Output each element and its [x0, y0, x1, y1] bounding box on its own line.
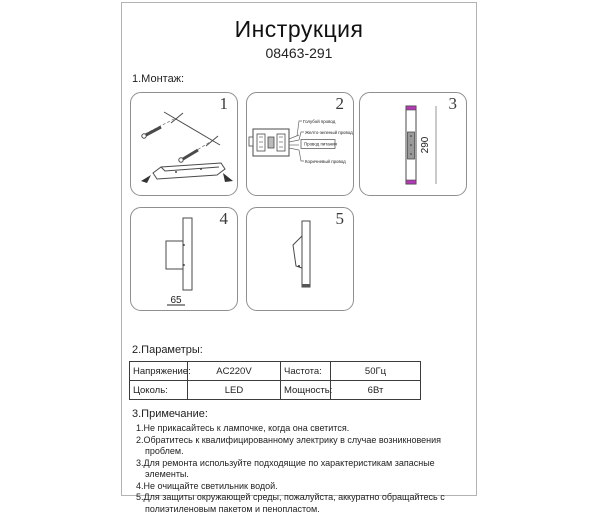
param-value-voltage: AC220V [188, 362, 281, 381]
montage-step-3-panel [359, 92, 467, 196]
lamp-bar-icon [406, 106, 416, 184]
panel-number: 5 [335, 209, 344, 228]
page-title: Инструкция [234, 16, 364, 42]
section-heading-parameters: 2.Параметры: [132, 344, 203, 356]
instruction-sheet [121, 2, 477, 514]
param-label-frequency: Частота: [281, 362, 331, 381]
section-heading-montage: 1.Монтаж: [132, 73, 185, 85]
lamp-mounted-icon [293, 221, 310, 287]
wire-label-power: Провод питания [304, 141, 337, 147]
wire-label-yellow-green: Желто-зеленый провод [305, 130, 353, 135]
param-value-power: 6Вт [331, 381, 421, 400]
param-label-voltage: Напряжение: [130, 362, 188, 381]
notes-list [136, 423, 466, 515]
param-value-socket: LED [188, 381, 281, 400]
panel-number: 4 [219, 209, 228, 228]
wire-label-blue: Голубой провод [303, 119, 336, 124]
note-item-5: 5.Для защиты окружающей среды, пожалуйста, аккуратно обращайтесь с полиэтиленовым пакетом и пенопластом. [136, 492, 445, 514]
table-row [130, 381, 421, 400]
screw-icon [179, 150, 198, 162]
arrow-right-icon [223, 173, 233, 182]
mounting-bracket-icon [141, 163, 233, 183]
driver-box-icon [249, 129, 289, 156]
panel-number: 3 [448, 94, 457, 113]
wire-bundle-icon [289, 135, 299, 150]
note-item-4: 4.Не очищайте светильник водой. [136, 480, 278, 491]
arrow-left-icon [141, 175, 151, 183]
dimension-290: 290 [420, 136, 431, 154]
montage-step-1-panel [130, 92, 238, 196]
panel-number: 2 [335, 94, 344, 113]
screw-icon [142, 127, 161, 138]
table-row [130, 362, 421, 381]
section-heading-notes: 3.Примечание: [132, 408, 208, 420]
param-value-frequency: 50Гц [331, 362, 421, 381]
param-label-power: Мощность: [281, 381, 331, 400]
montage-step-2-panel [246, 92, 354, 196]
note-item-1: 1.Не прикасайтесь к лампочке, когда она светится. [136, 423, 350, 433]
panel-number: 1 [219, 94, 228, 113]
lamp-side-icon [166, 218, 192, 290]
model-number: 08463-291 [265, 45, 333, 61]
wire-label-brown: Коричневый провод [305, 159, 346, 164]
dimension-65: 65 [170, 295, 182, 306]
montage-step-4-panel [130, 207, 238, 311]
param-label-socket: Цоколь: [130, 381, 188, 400]
note-item-3: 3.Для ремонта используйте подходящие по характеристикам запасные элементы. [136, 457, 435, 479]
parameters-table [129, 361, 421, 400]
note-item-2: 2.Обратитесь к квалифицированному электрику в случае возникновения проблем. [136, 434, 442, 456]
montage-step-5-panel [246, 207, 354, 311]
